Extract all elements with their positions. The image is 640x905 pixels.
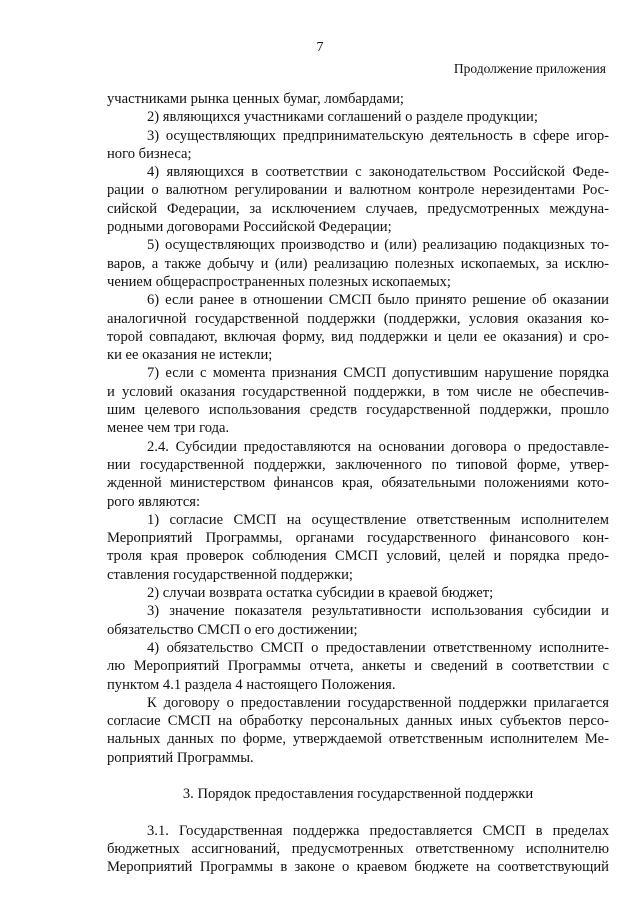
text-line: роприятий Программы. — [107, 749, 254, 766]
text-line: шим целевого использования средств государственной поддержки, прошло — [107, 402, 609, 419]
text-line: 4) обязательство СМСП о предоставлении ответственному исполните- — [147, 639, 609, 656]
text-line: жденной министерством финансов края, обязательными положениями кото- — [107, 475, 609, 492]
text-line: согласие СМСП на обработку персональных данных иных субъектов персо- — [107, 713, 609, 730]
text-line: ставления государственной поддержки; — [107, 566, 353, 583]
spacer — [107, 804, 609, 822]
text-line: участниками рынка ценных бумаг, ломбардами; — [107, 91, 404, 107]
text-line: варов, а также добычу и (или) реализацию полезных ископаемых, за исклю- — [107, 255, 609, 272]
text-line: ки ее оказания не истекли; — [107, 347, 273, 364]
text-line: менее чем три года. — [107, 420, 230, 437]
document-body — [107, 90, 609, 877]
text-line: 4) являющихся в соответствии с законодательством Российской Феде- — [147, 164, 609, 181]
text-line: бюджетных ассигнований, предусмотренных ответственному исполнителю — [107, 841, 609, 858]
text-line: нальных данных по форме, утверждаемой ответственным исполнителем Ме- — [107, 731, 609, 748]
text-line: лю Мероприятий Программы отчета, анкеты и сведений в соответствии с — [107, 658, 609, 675]
spacer — [107, 767, 609, 785]
continuation-note: Продолжение приложения — [453, 61, 606, 76]
text-line: 2) являющихся участниками соглашений о разделе продукции; — [147, 109, 538, 126]
text-line: 2.4. Субсидии предоставляются на основании договора о предоставле- — [147, 438, 609, 455]
text-line: нии государственной поддержки, заключенного по типовой форме, утвер- — [107, 456, 609, 473]
text-line: чением общераспространенных полезных ископаемых; — [107, 273, 451, 290]
text-line: 1) согласие СМСП на осуществление ответственным исполнителем — [147, 511, 609, 528]
text-line: сийской Федерации, за исключением случаев, предусмотренных междуна- — [107, 200, 609, 217]
text-line: рого являются: — [107, 493, 201, 510]
text-line: Мероприятий Программы, органами государственного финансового кон- — [107, 530, 609, 547]
text-line: троля края проверок соблюдения СМСП условий, целей и порядка предо- — [107, 548, 609, 565]
text-line: К договору о предоставлении государственной поддержки прилагается — [147, 694, 609, 711]
text-line: ного бизнеса; — [107, 145, 192, 162]
section-heading: 3. Порядок предоставления государственной поддержки — [182, 786, 534, 803]
text-line: 5) осуществляющих производство и (или) реализацию подакцизных то- — [147, 237, 609, 254]
text-line: 3) осуществляющих предпринимательскую деятельность в сфере игор- — [147, 127, 609, 144]
text-line: Мероприятий Программы в законе о краевом бюджете на соответствующий — [107, 859, 609, 876]
text-line: и условий оказания государственной поддержки, в том числе не обеспечив- — [107, 383, 609, 400]
page-number: 7 — [316, 40, 324, 55]
text-line: 6) если ранее в отношении СМСП было принято решение об оказании — [147, 292, 609, 309]
text-line: пунктом 4.1 раздела 4 настоящего Положения. — [107, 676, 396, 693]
text-line: 2) случаи возврата остатка субсидии в краевой бюджет; — [147, 585, 494, 602]
text-line: 3) значение показателя результативности использования субсидии и — [147, 603, 609, 620]
text-line: рации о валютном регулировании и валютном контроле нерезидентами Рос- — [107, 182, 609, 199]
text-line: торой совпадают, включая форму, вид поддержки и цели ее оказания) и сро- — [107, 328, 609, 345]
text-line: 7) если с момента признания СМСП допустившим нарушение порядка — [147, 365, 609, 382]
text-line: 3.1. Государственная поддержка предоставляется СМСП в пределах — [147, 822, 609, 839]
text-line: аналогичной государственной поддержки (поддержки, условия оказания ко- — [107, 310, 609, 327]
text-line: родными договорами Российской Федерации; — [107, 219, 392, 236]
text-line: обязательство СМСП о его достижении; — [107, 621, 358, 638]
